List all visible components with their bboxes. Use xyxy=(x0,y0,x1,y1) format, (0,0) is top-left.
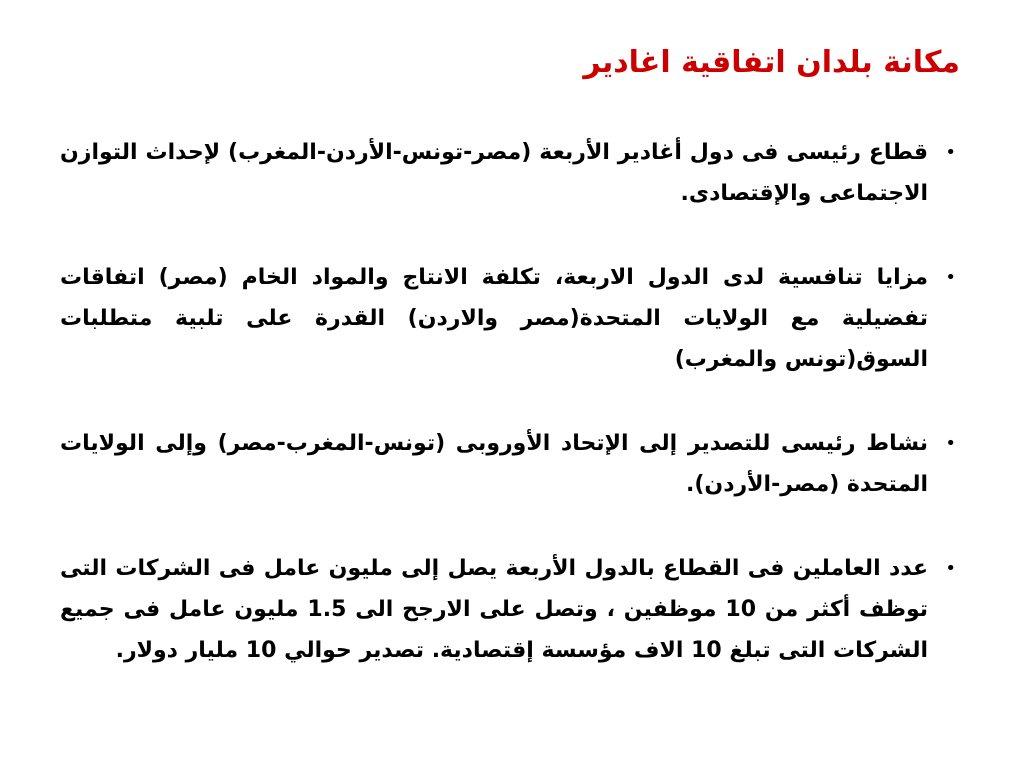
bullet-icon: • xyxy=(945,433,956,454)
bullet-text: عدد العاملين فى القطاع بالدول الأربعة يصل إلى مليون عامل فى الشركات التى توظف أكثر من 10 موظفين ، وتصل على الارجح الى 1.5 مليون عامل فى جميع الشركات التى تبلغ 10 الاف مؤسسة إقتصادية. تصدير حوالي 10 مليار دولار. xyxy=(60,556,929,663)
bullet-icon: • xyxy=(945,267,956,288)
bullet-icon: • xyxy=(945,142,956,163)
bullet-item xyxy=(60,423,956,505)
bullet-item xyxy=(60,257,956,380)
bullet-item xyxy=(60,548,956,671)
bullet-icon: • xyxy=(945,558,956,579)
slide-title: مكانة بلدان اتفاقية اغادير xyxy=(583,45,960,80)
bullet-text: مزايا تنافسية لدى الدول الاربعة، تكلفة الانتاج والمواد الخام (مصر) اتفاقات تفضيلية مع الولايات المتحدة(مصر والاردن) القدرة على تلبية متطلبات السوق(تونس والمغرب) xyxy=(60,265,928,372)
bullet-item xyxy=(60,132,956,214)
bullet-text: قطاع رئيسى فى دول أغادير الأربعة (مصر-تونس-الأردن-المغرب) لإحداث التوازن الاجتماعى والإقتصادى. xyxy=(60,140,928,206)
bullet-list xyxy=(60,132,956,671)
bullet-text: نشاط رئيسى للتصدير إلى الإتحاد الأوروبى (تونس-المغرب-مصر) وإلى الولايات المتحدة (مصر-الأردن). xyxy=(60,431,928,497)
